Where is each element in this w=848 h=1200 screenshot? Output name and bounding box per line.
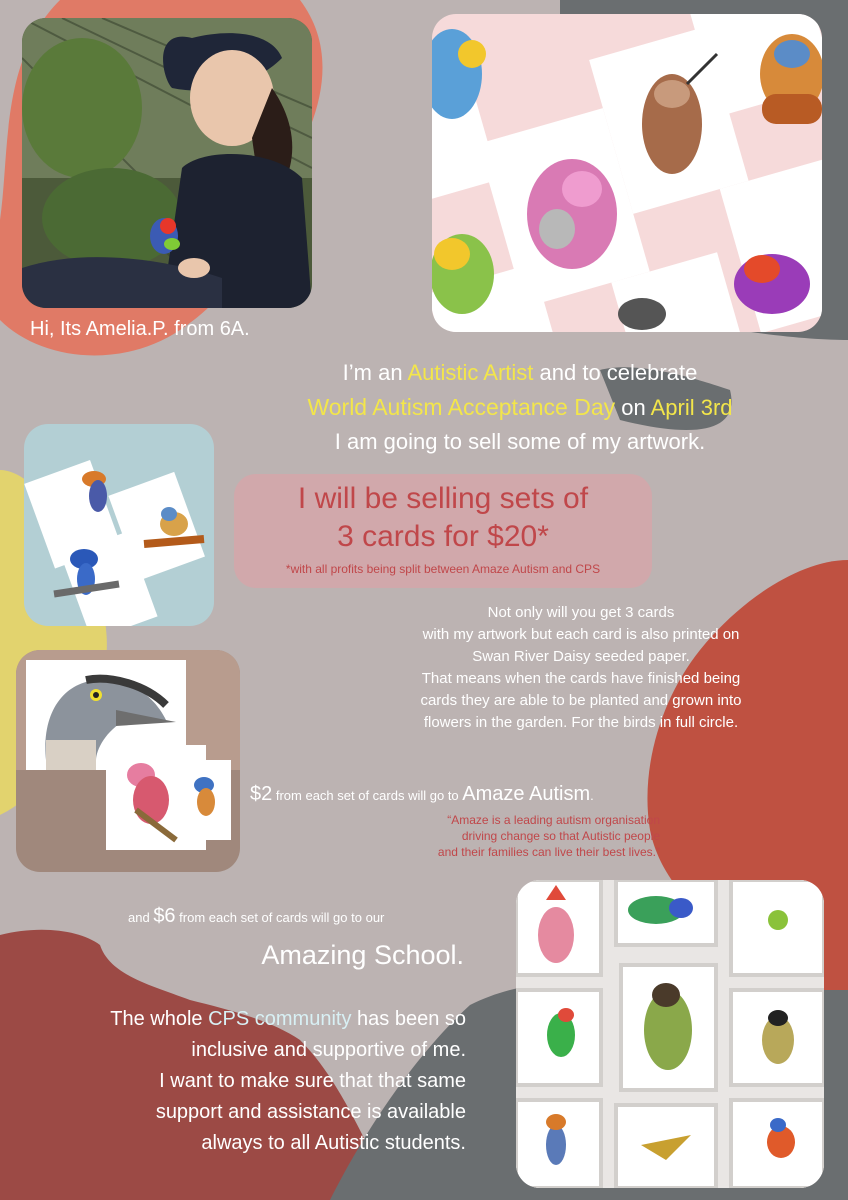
kookaburra-galah-cards-photo [16, 650, 240, 872]
seeded-line-4: That means when the cards have finished being [421, 670, 741, 687]
autistic-artist-highlight: Autistic Artist [407, 360, 534, 385]
community-line-2: inclusive and supportive of me. [191, 1039, 466, 1061]
school-text: and $6 from each set of cards will go to our [128, 905, 385, 927]
headline-line-1: I’m an Autistic Artist and to celebrate [342, 360, 698, 385]
seeded-line-6: flowers in the garden. For the birds in full circle. [423, 714, 739, 731]
headline [220, 356, 820, 459]
headline-line-2: World Autism Acceptance Day on April 3rd [307, 394, 733, 420]
bird-cards-collage-photo [432, 14, 822, 332]
community-text [10, 1004, 466, 1159]
amaze-quote-line-1: “Amaze is a leading autism organisation [447, 813, 660, 827]
seeded-line-1: Not only will you get 3 cards [487, 604, 675, 621]
offer-line-1: I will be selling sets of [297, 482, 589, 515]
world-autism-day-highlight: World Autism Acceptance Day [307, 394, 616, 420]
framed-bird-prints-photo [516, 880, 824, 1188]
amaze-quote [330, 812, 660, 860]
amaze-quote-line-3: and their families can live their best lives.” [437, 845, 660, 859]
amaze-text: $2 from each set of cards will go to Amaze Autism. [250, 783, 594, 805]
cps-community-highlight: CPS community [208, 1008, 352, 1030]
amelia-photo [22, 18, 312, 308]
three-cards-photo [24, 424, 214, 626]
headline-line-3: I am going to sell some of my artwork. [334, 429, 706, 454]
community-line-3: I want to make sure that that same [159, 1070, 466, 1092]
community-line-1: The whole CPS community has been so [110, 1008, 466, 1030]
seeded-line-2: with my artwork but each card is also printed on [422, 626, 740, 643]
offer-box [234, 474, 652, 588]
greeting-text [30, 318, 250, 341]
amazing-school-heading: Amazing School. [261, 940, 464, 970]
amaze-amount: $2 [250, 783, 273, 805]
seeded-line-5: cards they are able to be planted and grown into [420, 692, 742, 709]
school-amount: $6 [153, 905, 176, 927]
community-line-4: support and assistance is available [155, 1101, 466, 1123]
seeded-paper-text [330, 602, 792, 734]
offer-line-2: 3 cards for $20* [337, 520, 549, 553]
seeded-line-3: Swan River Daisy seeded paper. [472, 648, 690, 665]
community-line-5: always to all Autistic students. [201, 1132, 466, 1154]
greeting: Hi, Its Amelia.P. from 6A. [30, 318, 250, 340]
date-highlight: April 3rd [650, 395, 733, 420]
amaze-quote-line-2: driving change so that Autistic people [461, 829, 660, 843]
offer-footnote: *with all profits being split between Amaze Autism and CPS [285, 562, 601, 576]
amaze-org: Amaze Autism [462, 783, 591, 805]
